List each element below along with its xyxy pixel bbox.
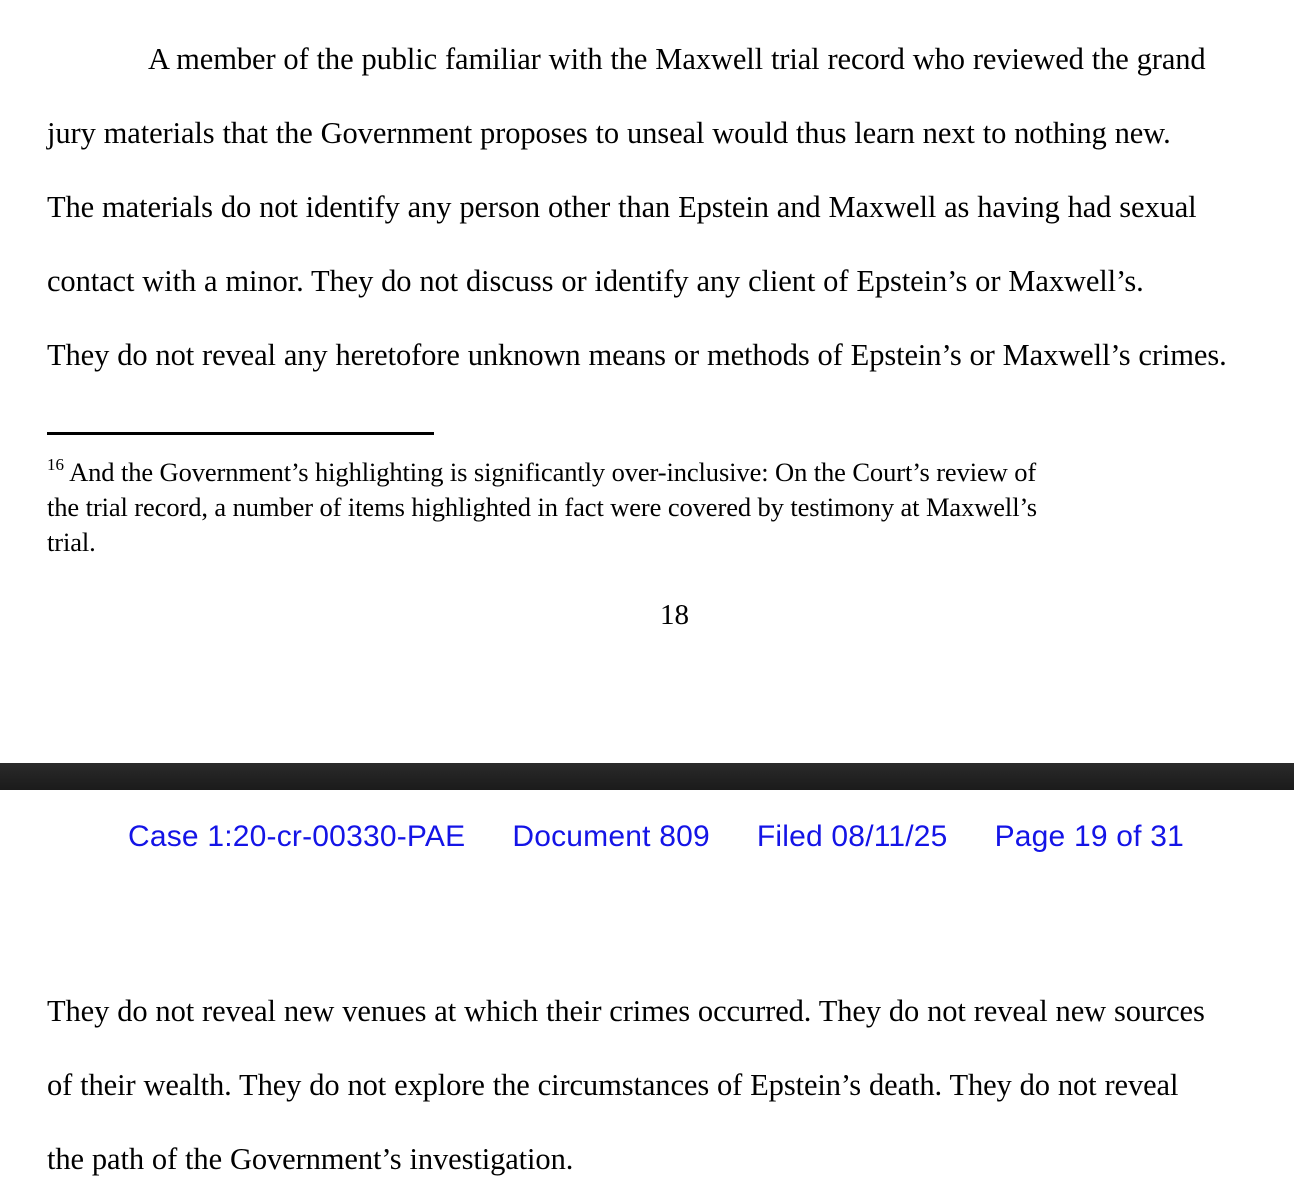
body-line: A member of the public familiar with the Maxwell trial record who reviewed the grand [148,42,1206,76]
footnote-marker: 16 [47,455,64,474]
footnote-separator-rule [47,432,434,435]
ecf-filed-date: Filed 08/11/25 [756,820,948,853]
footnote-line [47,447,1293,490]
body-line: the path of the Government’s investigation. [47,1142,574,1176]
footnote-line: trial. [47,527,96,557]
page-number-value: 18 [660,599,689,631]
upper-page-body-text [47,22,1293,392]
body-line: jury materials that the Government proposes to unseal would thus learn next to nothing new. [47,116,1171,150]
ecf-stamp-inner [110,818,1184,856]
ecf-page-count: Page 19 of 31 [994,820,1185,853]
footnote-body [47,447,1293,560]
footnote-line-text: And the Government’s highlighting is significantly over-inclusive: On the Court’s review of [69,457,1037,487]
body-line: The materials do not identify any person other than Epstein and Maxwell as having had sexual [47,190,1197,224]
body-line: contact with a minor. They do not discuss or identify any client of Epstein’s or Maxwell’s. [47,264,1144,298]
footnote-line: the trial record, a number of items highlighted in fact were covered by testimony at Maxwell’s [47,492,1037,522]
ecf-case-number: Case 1:20-cr-00330-PAE [127,820,466,853]
body-line: of their wealth. They do not explore the circumstances of Epstein’s death. They do not reveal [47,1068,1179,1102]
footnote-section [47,432,1293,560]
body-line: They do not reveal any heretofore unknown means or methods of Epstein’s or Maxwell’s crimes. [47,338,1227,372]
lower-page [0,790,1294,1180]
page-separator-band [0,763,1294,790]
ecf-header-stamp [0,818,1294,856]
ecf-document-number: Document 809 [512,820,710,853]
page-number [0,598,1294,632]
lower-page-body-text [47,974,1293,1196]
body-line: They do not reveal new venues at which their crimes occurred. They do not reveal new sources [47,994,1205,1028]
